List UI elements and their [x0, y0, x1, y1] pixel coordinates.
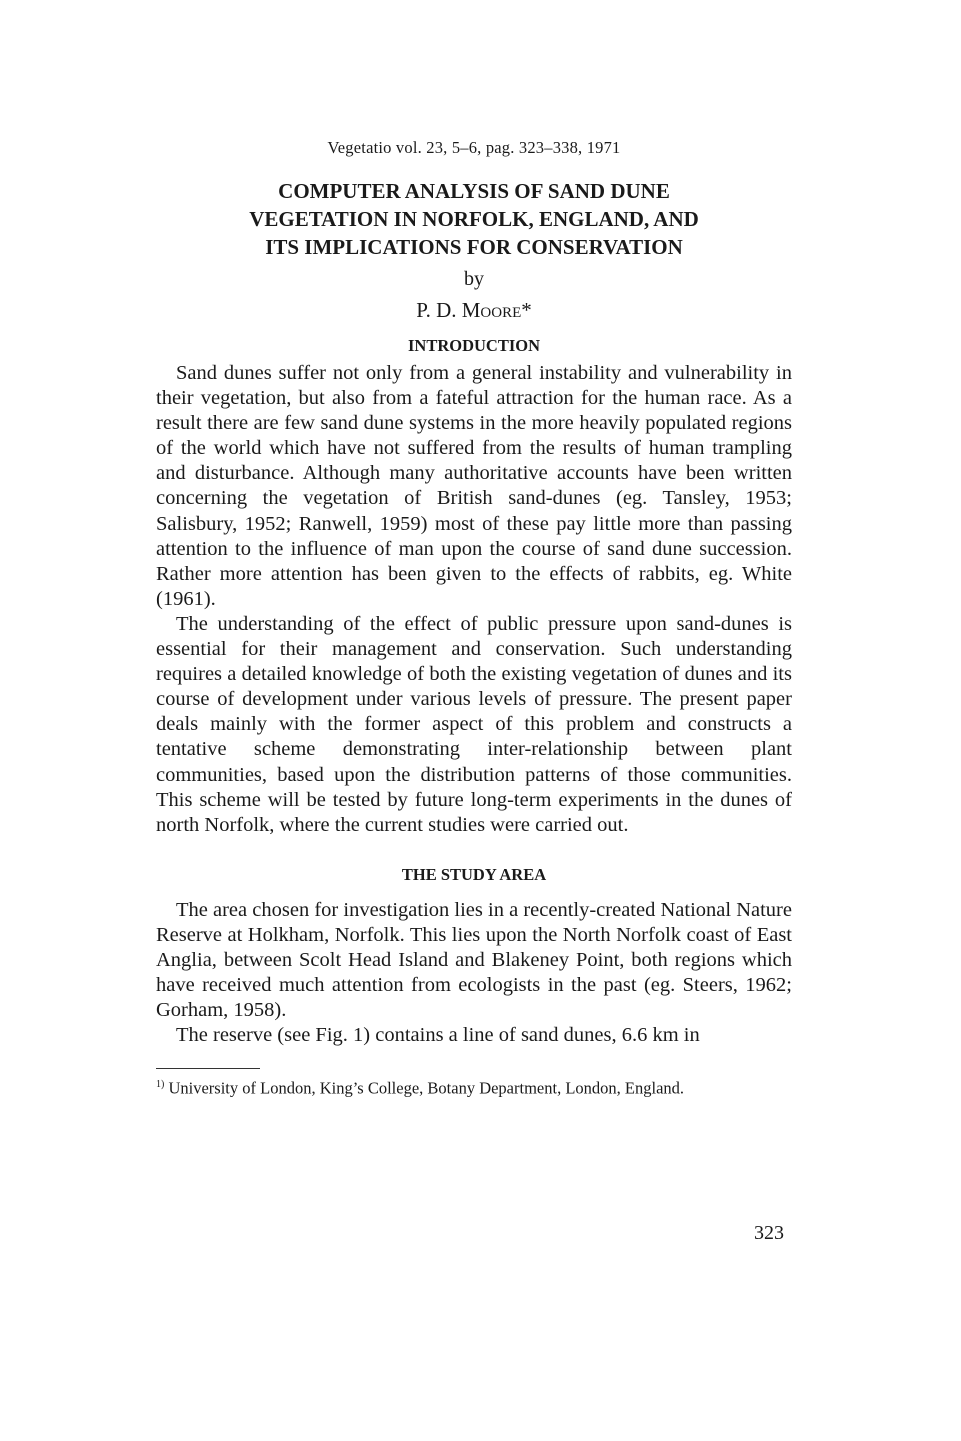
- study-area-paragraph-2: The reserve (see Fig. 1) contains a line of sand dunes, 6.6 km in: [176, 1024, 700, 1047]
- footnote-text: University of London, King’s College, Botany Department, London, England.: [168, 1078, 685, 1098]
- introduction-heading: INTRODUCTION: [407, 336, 541, 355]
- introduction-paragraph-1: Sand dunes suffer not only from a general instability and vulnerability in their vegetation, but also from a fateful attraction for the human race. As a result there are few sand dune systems in the more heavily populated regions of the world which have not suffered from the results of human trampling and disturbance. Although many authoritative accounts have been written concerning the vegetation of British sand-dunes (eg. Tansley, 1953; Salisbury, 1952; Ranwell, 1959) most of these pay little more than passing attention to the influence of man upon the course of sand dune succession. Rather more attention has been given to the effects of rabbits, eg. White (1961).: [156, 362, 792, 610]
- author-name: P. D. Moore*: [416, 298, 532, 322]
- study-area-paragraph-1: The area chosen for investigation lies in a recently-created National Nature Reserve at Holkham, Norfolk. This lies upon the North Norfolk coast of East Anglia, between Scolt Head Island and Blakeney Point, both regions which have received much attention from ecologists in the past (eg. Steers, 1962; Gorham, 1958).: [156, 898, 792, 1022]
- footnote: [156, 1075, 792, 1099]
- title-line-2: VEGETATION IN NORFOLK, ENGLAND, AND: [249, 207, 699, 231]
- study-area-heading: THE STUDY AREA: [401, 864, 547, 884]
- paper-page: [156, 138, 792, 1099]
- title-line-1: COMPUTER ANALYSIS OF SAND DUNE: [278, 179, 670, 203]
- paper-title: [156, 177, 792, 261]
- footnote-divider: [156, 1068, 260, 1069]
- introduction-paragraph-2: The understanding of the effect of public pressure upon sand-dunes is essential for their management and conservation. Such understanding requires a detailed knowledge of both the existing vegetation of dunes and its course of development under various levels of pressure. The present paper deals mainly with the former aspect of this problem and constructs a tentative scheme demonstrating inter-relationship between plant communities, based upon the distribution patterns of those communities. This scheme will be tested by future long-term experiments in the dunes of north Norfolk, where the current studies were carried out.: [156, 612, 792, 836]
- title-line-3: ITS IMPLICATIONS FOR CONSERVATION: [265, 235, 683, 259]
- footnote-marker: 1): [156, 1079, 165, 1091]
- page-number: 323: [754, 1222, 784, 1244]
- by-label: by: [464, 268, 484, 290]
- journal-citation: Vegetatio vol. 23, 5–6, pag. 323–338, 1971: [327, 138, 621, 157]
